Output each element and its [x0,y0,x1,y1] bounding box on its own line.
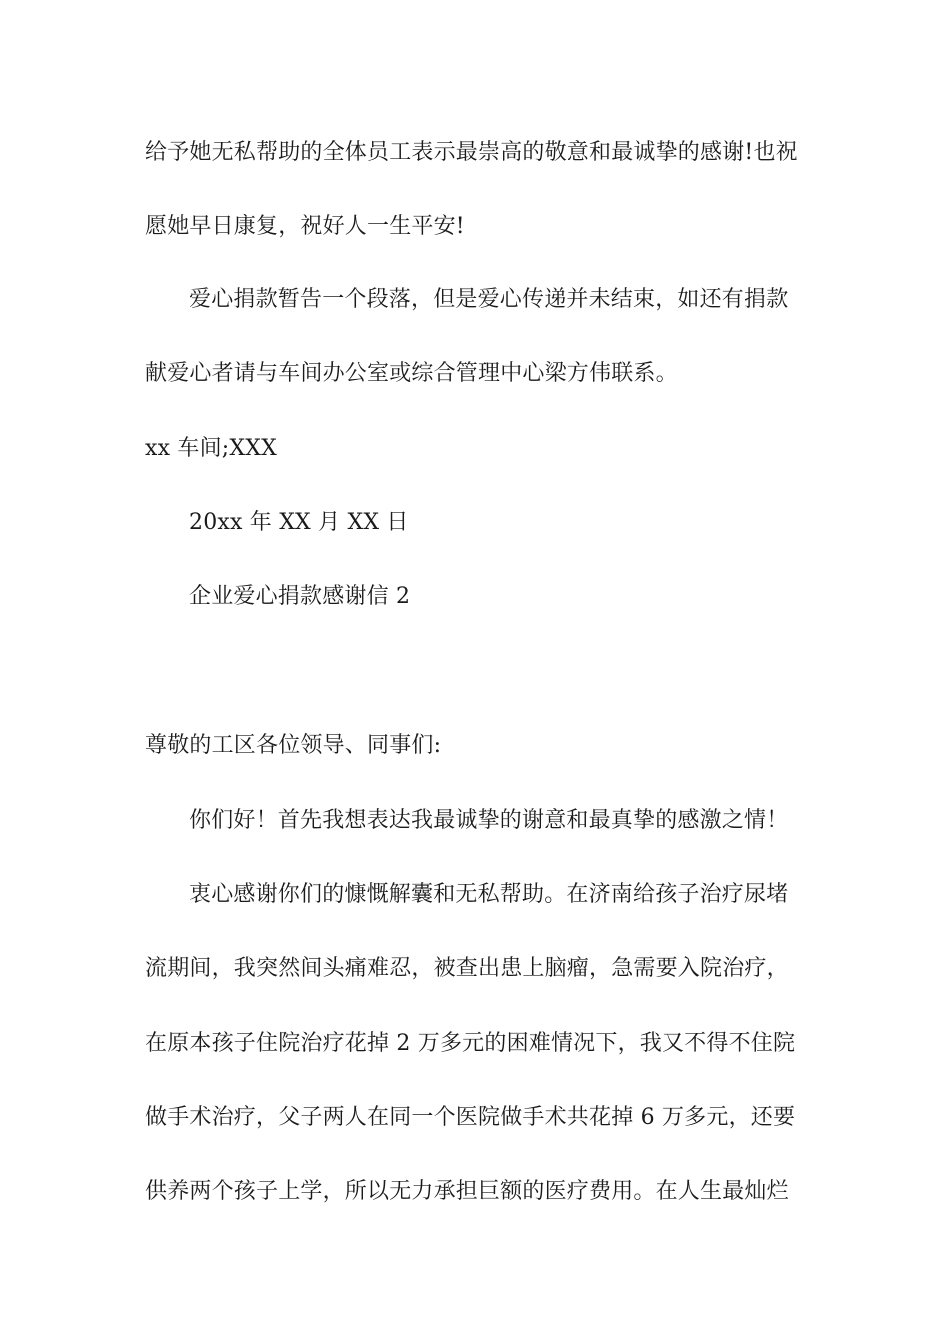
paragraph-line: 供养两个孩子上学，所以无力承担巨额的医疗费用。在人生最灿烂 [145,1179,789,1204]
paragraph-line: 你们好！首先我想表达我最诚挚的谢意和最真挚的感激之情！ [189,808,789,833]
signature-date: 20xx 年 XX 月 XX 日 [189,510,409,535]
signature-department: xx 车间;XXX [145,436,278,461]
paragraph-line: 献爱心者请与车间办公室或综合管理中心梁方伟联系。 [145,361,678,386]
paragraph-line: 在原本孩子住院治疗花掉 2 万多元的困难情况下，我又不得不住院 [145,1031,796,1056]
paragraph-line: 给予她无私帮助的全体员工表示最崇高的敬意和最诚挚的感谢!也祝 [145,140,798,165]
salutation: 尊敬的工区各位领导、同事们: [145,733,442,758]
paragraph-line: 衷心感谢你们的慷慨解囊和无私帮助。在济南给孩子治疗尿堵 [189,882,789,907]
paragraph-line: 愿她早日康复，祝好人一生平安! [145,214,465,239]
paragraph-line: 做手术治疗，父子两人在同一个医院做手术共花掉 6 万多元，还要 [145,1105,796,1130]
paragraph-line: 爱心捐款暂告一个段落，但是爱心传递并未结束，如还有捐款 [189,287,789,312]
letter-title: 企业爱心捐款感谢信 2 [189,584,411,609]
paragraph-line: 流期间，我突然间头痛难忍，被查出患上脑瘤，急需要入院治疗， [145,956,789,981]
